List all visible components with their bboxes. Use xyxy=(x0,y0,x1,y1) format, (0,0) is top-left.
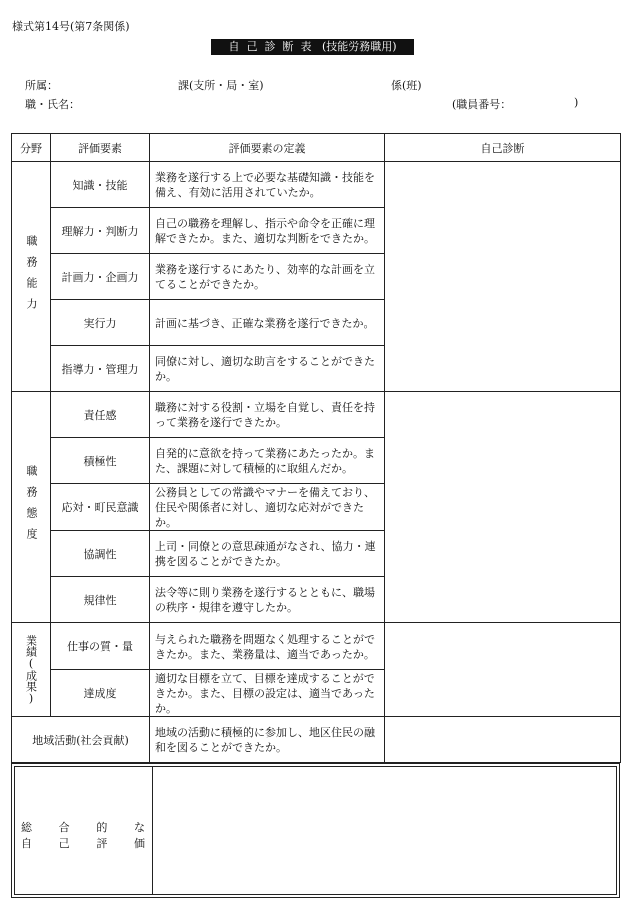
column-header-element: 評価要素 xyxy=(51,134,150,162)
table-row xyxy=(12,623,621,670)
element-cell: 指導力・管理力 xyxy=(51,346,150,392)
definition-cell: 同僚に対し、適切な助言をすることができたか。 xyxy=(150,346,385,392)
category-cell-attitude xyxy=(12,392,51,623)
table-header-row xyxy=(12,134,621,162)
definition-cell: 業務を遂行する上で必要な基礎知識・技能を備え、有効に活用されていたか。 xyxy=(150,162,385,208)
element-cell: 達成度 xyxy=(51,670,150,717)
overall-label-char: 価 xyxy=(133,837,145,850)
overall-label-line2 xyxy=(21,835,145,851)
definition-cell: 適切な目標を立て、目標を達成することができたか。また、目標の設定は、適当であったか。 xyxy=(150,670,385,717)
overall-label-char: 的 xyxy=(96,821,108,834)
table-row xyxy=(12,392,621,438)
overall-label-char: 己 xyxy=(58,837,70,850)
definition-cell: 自発的に意欲を持って業務にあたったか。また、課題に対して積極的に取組んだか。 xyxy=(150,438,385,484)
self-diagnosis-input-performance[interactable] xyxy=(385,623,621,717)
subsection-label: 係(班) xyxy=(391,79,422,92)
element-cell: 積極性 xyxy=(51,438,150,484)
category-cell-performance xyxy=(12,623,51,717)
definition-cell: 上司・同僚との意思疎通がなされ、協力・連携を図ることができたか。 xyxy=(150,531,385,577)
definition-cell: 法令等に則り業務を遂行するとともに、職場の秩序・規律を遵守したか。 xyxy=(150,577,385,623)
overall-label-char: 自 xyxy=(21,837,32,850)
form-number: 様式第14号(第7条関係) xyxy=(12,20,130,33)
form-title-main: 自己診断表 xyxy=(228,40,319,53)
column-header-field: 分野 xyxy=(12,134,51,162)
overall-evaluation-box xyxy=(11,763,620,898)
form-title-sub: (技能労務職用) xyxy=(321,40,397,53)
definition-cell: 職務に対する役割・立場を自覚し、責任を持って業務を遂行できたか。 xyxy=(150,392,385,438)
element-cell: 規律性 xyxy=(51,577,150,623)
column-header-definition: 評価要素の定義 xyxy=(150,134,385,162)
table-row-community xyxy=(12,717,621,763)
element-cell: 理解力・判断力 xyxy=(51,208,150,254)
definition-cell: 公務員としての常識やマナーを備えており、住民や関係者に対し、適切な応対ができたか。 xyxy=(150,484,385,531)
self-diagnosis-input-community[interactable] xyxy=(385,717,621,763)
form-title xyxy=(211,39,414,55)
element-cell: 計画力・企画力 xyxy=(51,254,150,300)
community-label: 地域活動(社会貢献) xyxy=(12,717,150,763)
element-cell: 仕事の質・量 xyxy=(51,623,150,670)
category-label: 職務態度 xyxy=(25,465,38,549)
overall-label-char: な xyxy=(133,821,145,834)
affiliation-label: 所属： xyxy=(25,79,58,92)
element-cell: 責任感 xyxy=(51,392,150,438)
overall-label-line1 xyxy=(21,819,145,835)
table-row xyxy=(12,162,621,208)
element-cell: 協調性 xyxy=(51,531,150,577)
definition-cell: 計画に基づき、正確な業務を遂行できたか。 xyxy=(150,300,385,346)
self-diagnosis-input-ability[interactable] xyxy=(385,162,621,392)
definition-cell: 業務を遂行するにあたり、効率的な計画を立てることができたか。 xyxy=(150,254,385,300)
staff-number-close: ) xyxy=(574,96,579,109)
self-diagnosis-input-attitude[interactable] xyxy=(385,392,621,623)
category-label: 業績(成果) xyxy=(24,634,38,705)
overall-label-char: 合 xyxy=(58,821,70,834)
column-header-self-diagnosis: 自己診断 xyxy=(385,134,621,162)
element-cell: 応対・町民意識 xyxy=(51,484,150,531)
section-label: 課(支所・局・室) xyxy=(178,79,264,92)
category-label: 職務能力 xyxy=(25,234,38,319)
definition-cell: 与えられた職務を問題なく処理することができたか。また、業務量は、適当であったか。 xyxy=(150,623,385,670)
element-cell: 実行力 xyxy=(51,300,150,346)
category-cell-ability xyxy=(12,162,51,392)
overall-label-char: 評 xyxy=(96,837,108,850)
definition-cell: 自己の職務を理解し、指示や命令を正確に理解できたか。また、適切な判断をできたか。 xyxy=(150,208,385,254)
community-definition: 地域の活動に積極的に参加し、地区住民の融和を図ることができたか。 xyxy=(150,717,385,763)
element-cell: 知識・技能 xyxy=(51,162,150,208)
overall-evaluation-input[interactable] xyxy=(153,767,616,894)
overall-evaluation-inner xyxy=(14,766,617,895)
overall-label-char: 総 xyxy=(21,821,32,834)
staff-number-label: (職員番号： xyxy=(452,98,512,111)
position-name-label: 職・氏名： xyxy=(25,98,80,111)
evaluation-table xyxy=(11,133,621,763)
